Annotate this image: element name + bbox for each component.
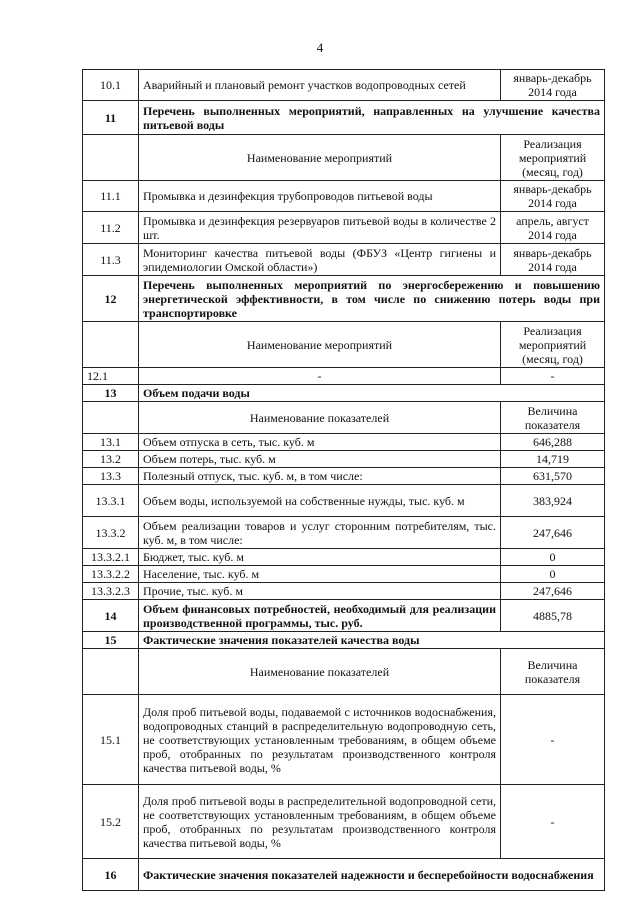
row-text: Объем реализации товаров и услуг сторонним потребителям, тыс. куб. м, в том числе: bbox=[139, 517, 501, 549]
row-value: - bbox=[501, 695, 605, 785]
header-value: Реализация мероприятий (месяц, год) bbox=[501, 322, 605, 368]
header-name: Наименование мероприятий bbox=[139, 322, 501, 368]
header-name: Наименование показателей bbox=[139, 402, 501, 434]
row-number: 13.3.2.2 bbox=[83, 566, 139, 583]
section-title: Фактические значения показателей надежности и бесперебойности водоснабжения bbox=[139, 859, 605, 891]
section-number: 14 bbox=[83, 600, 139, 632]
table-row bbox=[83, 212, 605, 244]
header-value: Реализация мероприятий (месяц, год) bbox=[501, 135, 605, 181]
row-number: 12.1 bbox=[83, 368, 139, 385]
row-text: Объем отпуска в сеть, тыс. куб. м bbox=[139, 434, 501, 451]
section-number: 12 bbox=[83, 276, 139, 322]
row-text: Доля проб питьевой воды, подаваемой с источников водоснабжения, водопроводных станций в распределительную водопроводную сеть, не соответствующих установленным требованиям, в общем объеме проб, отобранных по результатам производственного контроля качества питьевой воды, % bbox=[139, 695, 501, 785]
row-value: 383,924 bbox=[501, 485, 605, 517]
table-row bbox=[83, 566, 605, 583]
table-row bbox=[83, 244, 605, 276]
header-row bbox=[83, 322, 605, 368]
row-number: 13.3 bbox=[83, 468, 139, 485]
row-value: январь-декабрь 2014 года bbox=[501, 181, 605, 212]
program-table bbox=[82, 69, 605, 891]
row-value: 247,646 bbox=[501, 583, 605, 600]
row-value: 0 bbox=[501, 549, 605, 566]
section-title: Перечень выполненных мероприятий, направленных на улучшение качества питьевой воды bbox=[139, 101, 605, 135]
row-number: 11.1 bbox=[83, 181, 139, 212]
table-row bbox=[83, 368, 605, 385]
header-row bbox=[83, 135, 605, 181]
table-row bbox=[83, 434, 605, 451]
row-text: Доля проб питьевой воды в распределительной водопроводной сети, не соответствующих установленным требованиям, в общем объеме проб, отобранных по результатам производственного контроля качества питьевой воды, % bbox=[139, 785, 501, 859]
row-number: 13.3.1 bbox=[83, 485, 139, 517]
section-title: Фактические значения показателей качества воды bbox=[139, 632, 605, 649]
row-text: Аварийный и плановый ремонт участков водопроводных сетей bbox=[139, 70, 501, 101]
table-row bbox=[83, 70, 605, 101]
header-value: Величина показателя bbox=[501, 402, 605, 434]
header-value: Величина показателя bbox=[501, 649, 605, 695]
section-title: Объем финансовых потребностей, необходимый для реализации производственной программы, тыс. руб. bbox=[139, 600, 501, 632]
row-value: апрель, август 2014 года bbox=[501, 212, 605, 244]
row-value: 247,646 bbox=[501, 517, 605, 549]
section-number: 11 bbox=[83, 101, 139, 135]
table-row bbox=[83, 517, 605, 549]
row-text: Полезный отпуск, тыс. куб. м, в том числе: bbox=[139, 468, 501, 485]
page-number: 4 bbox=[316, 40, 324, 55]
header-row bbox=[83, 402, 605, 434]
section-row bbox=[83, 101, 605, 135]
row-text: Население, тыс. куб. м bbox=[139, 566, 501, 583]
table-row bbox=[83, 785, 605, 859]
row-value: - bbox=[501, 785, 605, 859]
section-row bbox=[83, 385, 605, 402]
row-number: 11.3 bbox=[83, 244, 139, 276]
section-number: 15 bbox=[83, 632, 139, 649]
row-text: Бюджет, тыс. куб. м bbox=[139, 549, 501, 566]
section-row bbox=[83, 632, 605, 649]
table-row bbox=[83, 451, 605, 468]
table-row bbox=[83, 181, 605, 212]
section-row bbox=[83, 859, 605, 891]
header-name: Наименование показателей bbox=[139, 649, 501, 695]
row-text: Объем потерь, тыс. куб. м bbox=[139, 451, 501, 468]
row-value: 14,719 bbox=[501, 451, 605, 468]
row-value: 631,570 bbox=[501, 468, 605, 485]
row-number: 13.1 bbox=[83, 434, 139, 451]
row-number: 11.2 bbox=[83, 212, 139, 244]
row-number: 15.2 bbox=[83, 785, 139, 859]
row-value: 646,288 bbox=[501, 434, 605, 451]
row-text: Промывка и дезинфекция трубопроводов питьевой воды bbox=[139, 181, 501, 212]
row-value: 0 bbox=[501, 566, 605, 583]
row-value: январь-декабрь 2014 года bbox=[501, 70, 605, 101]
section-number: 16 bbox=[83, 859, 139, 891]
row-number: 13.3.2.1 bbox=[83, 549, 139, 566]
table-row bbox=[83, 485, 605, 517]
section-row bbox=[83, 276, 605, 322]
row-number: 10.1 bbox=[83, 70, 139, 101]
table-row bbox=[83, 549, 605, 566]
row-number: 13.3.2.3 bbox=[83, 583, 139, 600]
row-text: Мониторинг качества питьевой воды (ФБУЗ «Центр гигиены и эпидемиологии Омской области») bbox=[139, 244, 501, 276]
row-number: 13.2 bbox=[83, 451, 139, 468]
header-row bbox=[83, 649, 605, 695]
row-text: - bbox=[139, 368, 501, 385]
row-text: Прочие, тыс. куб. м bbox=[139, 583, 501, 600]
table-row bbox=[83, 583, 605, 600]
section-title: Объем подачи воды bbox=[139, 385, 605, 402]
row-number: 15.1 bbox=[83, 695, 139, 785]
row-value: январь-декабрь 2014 года bbox=[501, 244, 605, 276]
row-text: Промывка и дезинфекция резервуаров питьевой воды в количестве 2 шт. bbox=[139, 212, 501, 244]
row-value: - bbox=[501, 368, 605, 385]
section-row bbox=[83, 600, 605, 632]
table-row bbox=[83, 468, 605, 485]
row-text: Объем воды, используемой на собственные нужды, тыс. куб. м bbox=[139, 485, 501, 517]
section-title: Перечень выполненных мероприятий по энергосбережению и повышению энергетической эффективности, в том числе по снижению потерь воды при транспортировке bbox=[139, 276, 605, 322]
table-row bbox=[83, 695, 605, 785]
row-number: 13.3.2 bbox=[83, 517, 139, 549]
header-name: Наименование мероприятий bbox=[139, 135, 501, 181]
row-value: 4885,78 bbox=[501, 600, 605, 632]
section-number: 13 bbox=[83, 385, 139, 402]
